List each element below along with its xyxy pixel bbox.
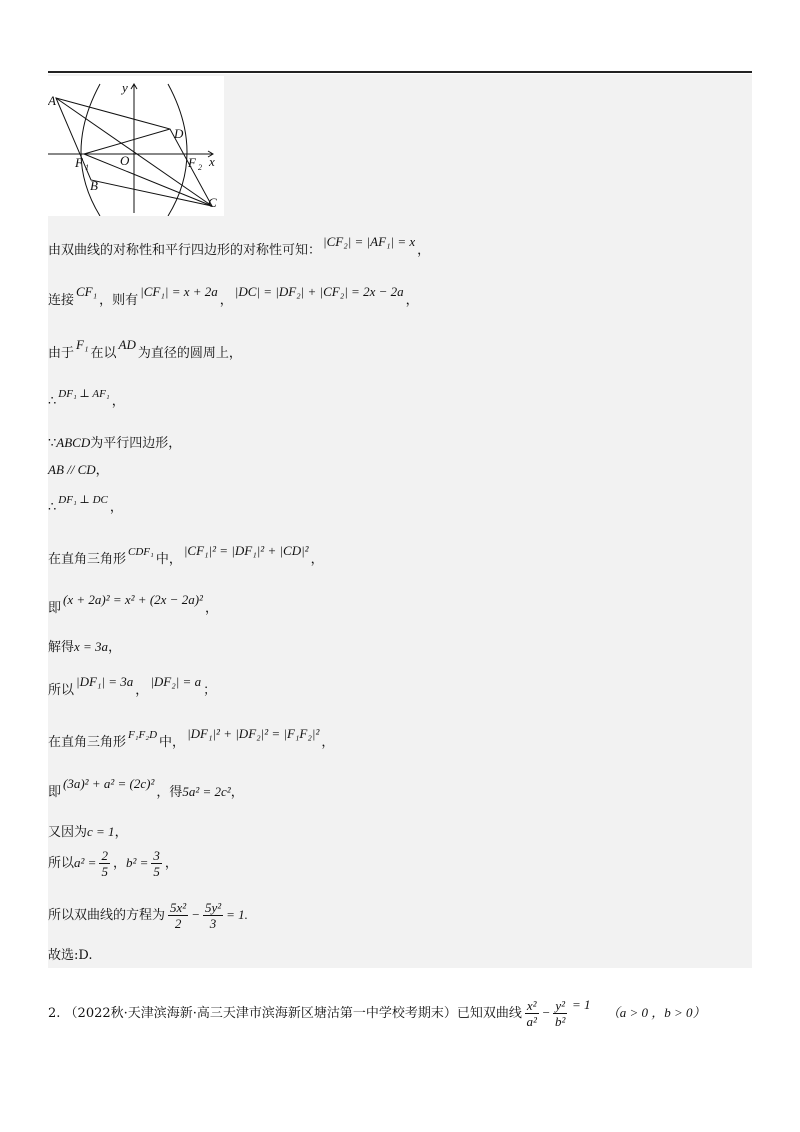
solution-line-15: 所以a² = $\frac{2}{5}$ ，b² = $\frac{3}{5}$ ， [48,848,178,879]
label-f2-sub: 2 [198,163,202,172]
fraction-y2-over-b2: $\frac{\text{y²}}{\text{b²}}$ [554,998,566,1029]
question-number: 2. [48,1006,61,1021]
solution-line-1: 由双曲线的对称性和平行四边形的对称性可知：|CF₂| = |AF₁| = x， [48,234,431,258]
label-x: x [209,154,215,169]
fraction-5x2-over-2: $\frac{\text{5x²}}{2}$ [170,900,187,931]
solution-line-9: 即(x + 2a)² = x² + (2x − 2a)²， [48,592,218,616]
solution-line-3: 由于F₁在以AD为直径的圆周上， [48,337,242,361]
label-b: B [90,178,98,193]
label-c: C [208,195,217,210]
fraction-three-fifths: $\frac{3}{5}$ [153,848,160,879]
solution-line-13: 即(3a)² + a² = (2c)²，得5a² = 2c²， [48,776,244,800]
label-o: O [120,153,130,168]
fraction-two-fifths: $\frac{2}{5}$ [101,848,108,879]
question-condition: （a > 0 ，b > 0） [606,1005,706,1020]
right-branch [168,84,187,216]
label-a: A [48,93,56,108]
solution-line-4: ∴ $^{DF_1 \perp AF_1}$ ， [48,388,125,409]
solution-line-7: ∴ $^{DF_1 \perp DC}$ ， [48,494,123,515]
solution-line-11: 所以|DF₁| = 3a，|DF₂| = a； [48,674,217,698]
solution-line-12: 在直角三角形 $^{F_1F_2D}$ 中，|DF₁|² + |DF₂|² = |F₁F₂|²， [48,726,335,750]
label-f2: F [188,155,196,170]
solution-line-5: ∵ABCD为平行四边形， [48,435,182,451]
label-f1-sub: 1 [85,163,89,172]
segment-f1d [84,129,170,154]
question-source: （2022秋·天津滨海新·高三天津市滨海新区塘沽第一中学校考期末）已知双曲线 [64,1006,522,1021]
solution-line-10: 解得x = 3a， [48,639,122,655]
solution-line-16: 所以双曲线的方程为 $\frac{\text{5x²}}{2}$ − $\frac{\text{5y²}}{3}$ = 1. [48,900,248,931]
top-divider [48,71,752,73]
label-d: D [174,126,184,141]
fraction-x2-over-a2: $\frac{\text{x²}}{\text{a²}}$ [526,998,537,1029]
fraction-5y2-over-3: $\frac{\text{5y²}}{3}$ [204,900,222,931]
question-2: 2. （2022秋·天津滨海新·高三天津市滨海新区塘沽第一中学校考期末）已知双曲线 $\frac{\text{x²}}{\text{a²}}$ − $\frac{\text{y²}}{\text{b²}}$ = 1 （a > 0 ，b > 0） [48,997,706,1029]
solution-line-14: 又因为c = 1， [48,824,128,840]
label-y: y [122,80,128,95]
solution-line-2: 连接CF₁，则有|CF₁| = x + 2a，|DC| = |DF₂| + |CF₂| = 2x − 2a， [48,284,419,308]
hyperbola-figure [48,76,224,216]
label-f1: F [75,155,83,170]
hyperbola-diagram [48,76,224,216]
solution-line-17: 故选:D. [48,948,93,963]
solution-line-8: 在直角三角形 $^{CDF_1}$ 中，|CF₁|² = |DF₁|² + |CD|²， [48,543,324,567]
solution-line-6: AB // CD， [48,462,109,478]
